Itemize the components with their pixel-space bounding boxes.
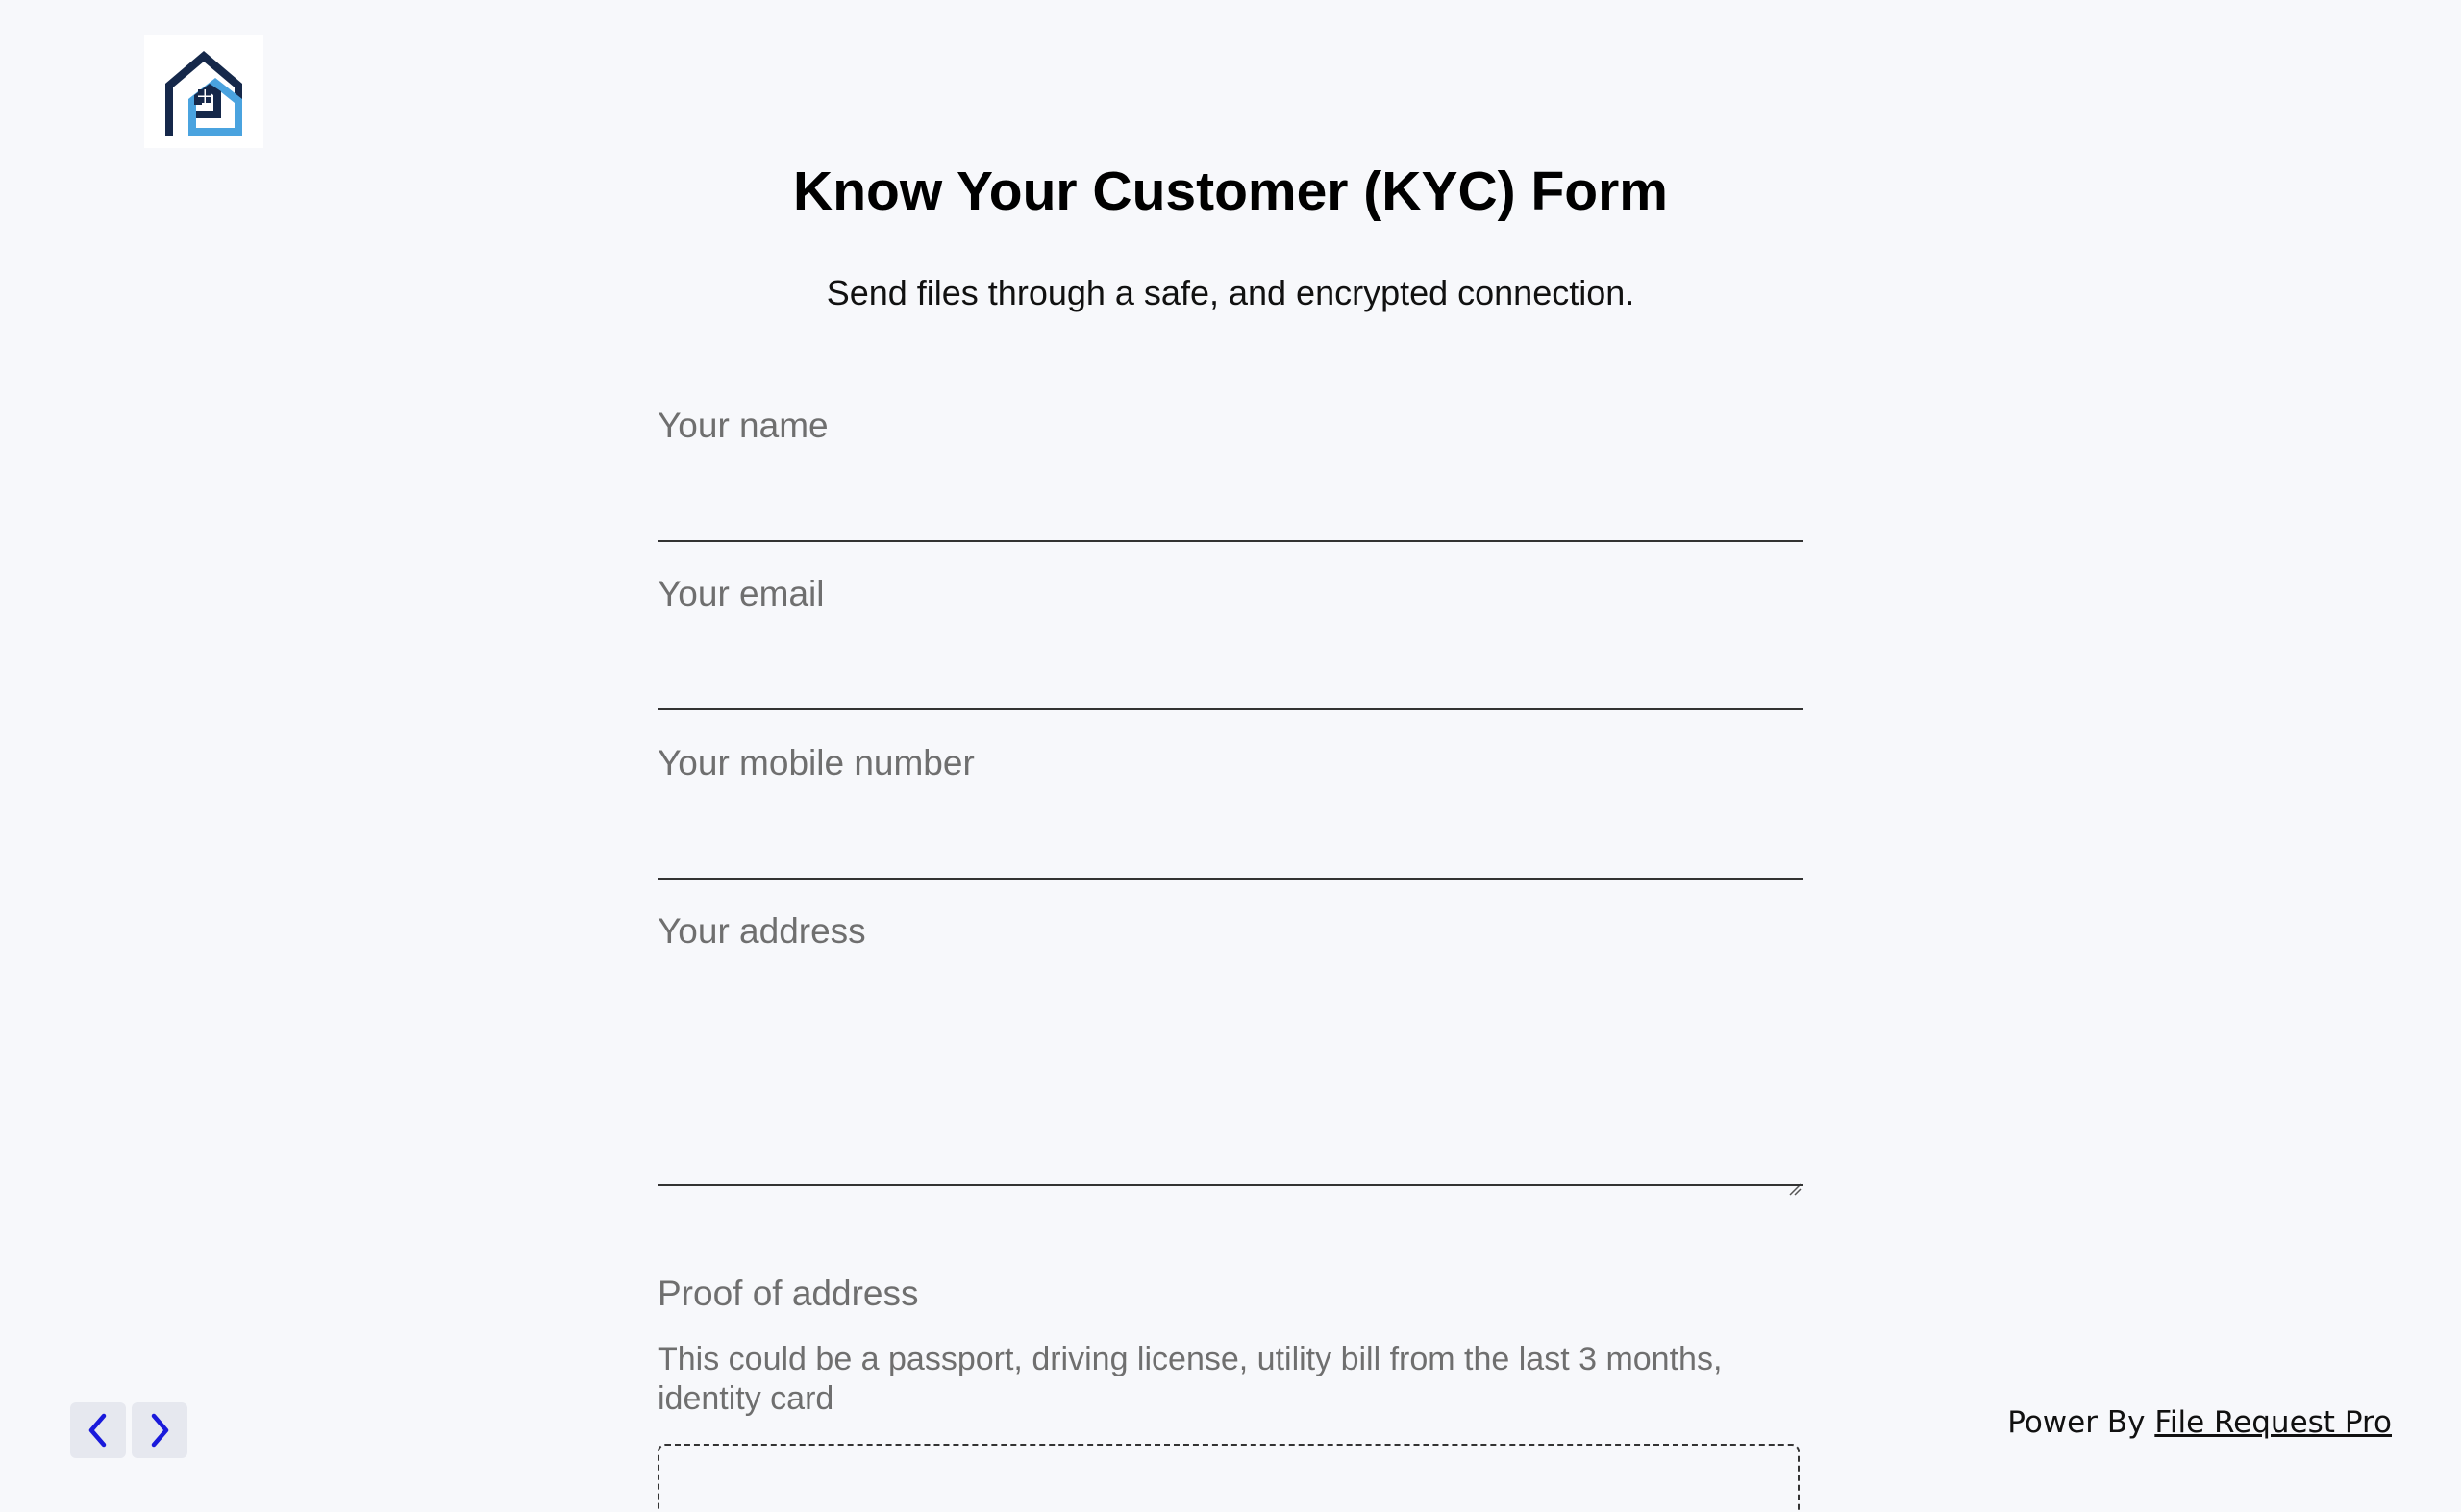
chevron-right-icon — [145, 1411, 174, 1450]
page-subtitle: Send files through a safe, and encrypted connection. — [826, 273, 1635, 312]
name-input[interactable] — [658, 481, 1803, 523]
proof-help-text: This could be a passport, driving license, utility bill from the last 3 months, identity card — [658, 1341, 1723, 1417]
mobile-label: Your mobile number — [658, 743, 975, 782]
house-logo-icon — [160, 45, 248, 137]
company-logo — [144, 35, 263, 148]
page-title: Know Your Customer (KYC) Form — [793, 161, 1668, 222]
name-underline — [658, 540, 1803, 542]
email-label: Your email — [658, 574, 825, 613]
powered-by — [2007, 1405, 2392, 1440]
email-input[interactable] — [658, 649, 1803, 691]
prev-button[interactable] — [70, 1402, 126, 1458]
chevron-left-icon — [84, 1411, 112, 1450]
proof-label: Proof of address — [658, 1274, 919, 1313]
address-textarea[interactable] — [658, 980, 1803, 1196]
address-label: Your address — [658, 911, 866, 951]
mobile-underline — [658, 878, 1803, 880]
name-label: Your name — [658, 406, 829, 445]
file-dropzone[interactable] — [658, 1444, 1800, 1512]
mobile-input[interactable] — [658, 818, 1803, 860]
email-underline — [658, 708, 1803, 710]
address-underline — [658, 1184, 1803, 1186]
next-button[interactable] — [132, 1402, 187, 1458]
file-request-pro-link[interactable]: File Request Pro — [2154, 1405, 2392, 1440]
powered-by-prefix: Power By — [2007, 1405, 2146, 1440]
